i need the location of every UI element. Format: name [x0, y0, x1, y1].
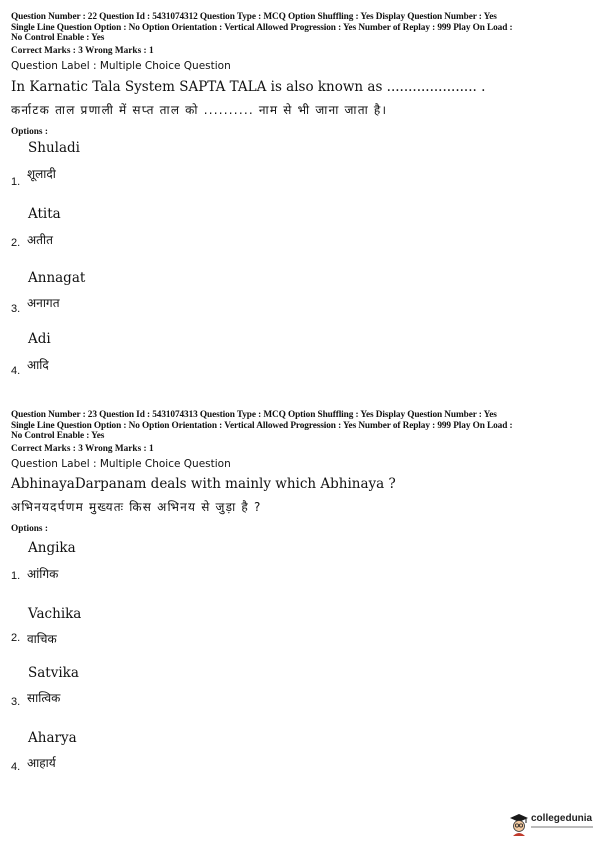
- option-text-english: Shuladi: [28, 140, 80, 156]
- options-label: Options :: [11, 524, 48, 534]
- collegedunia-logo: [509, 811, 593, 837]
- option-text-english: Vachika: [28, 606, 82, 622]
- option-text-english: Atita: [28, 206, 61, 222]
- option-text-hindi: आदि: [27, 358, 49, 372]
- meta-line: No Control Enable : Yes: [11, 431, 105, 441]
- question-meta: [11, 12, 586, 44]
- option-text-hindi: सात्विक: [27, 691, 61, 705]
- option-number: 4.: [11, 365, 21, 377]
- option-text-english: Satvika: [28, 665, 79, 681]
- option-text-english: Angika: [28, 540, 76, 556]
- question-label: Question Label : Multiple Choice Question: [11, 60, 231, 72]
- option-text-hindi: अनागत: [27, 296, 60, 310]
- logo-text: collegedunia: [531, 813, 593, 824]
- question-text-hindi: अभिनयदर्पणम मुख्यतः किस अभिनय से जुड़ा है ?: [11, 500, 262, 514]
- question-text-english: In Karnatic Tala System SAPTA TALA is also known as ..................... .: [11, 79, 486, 95]
- logo-tagline-bar: [531, 826, 593, 828]
- option-number: 3.: [11, 696, 21, 708]
- option-number: 1.: [11, 176, 21, 188]
- options-label: Options :: [11, 127, 48, 137]
- option-number: 3.: [11, 303, 21, 315]
- option-number: 1.: [11, 570, 21, 582]
- option-number: 4.: [11, 761, 21, 773]
- meta-line: Question Number : 23 Question Id : 5431074313 Question Type : MCQ Option Shuffling : Yes Display Question Number : Yes: [11, 410, 497, 420]
- option-text-hindi: अतीत: [27, 233, 53, 247]
- option-text-english: Aharya: [28, 730, 77, 746]
- meta-line: Single Line Question Option : No Option Orientation : Vertical Allowed Progression : Yes Number of Replay : 999 Play On Load :: [11, 22, 513, 33]
- option-text-hindi: आहार्य: [27, 756, 56, 770]
- option-number: 2.: [11, 632, 21, 644]
- option-text-hindi: शूलादी: [27, 167, 56, 181]
- question-text-english: AbhinayaDarpanam deals with mainly which Abhinaya ?: [11, 476, 396, 492]
- option-number: 2.: [11, 237, 21, 249]
- option-text-hindi: आंगिक: [27, 567, 59, 581]
- marks-info: Correct Marks : 3 Wrong Marks : 1: [11, 444, 154, 454]
- marks-info: Correct Marks : 3 Wrong Marks : 1: [11, 46, 154, 56]
- option-text-hindi: वाचिक: [27, 632, 57, 646]
- meta-line: Single Line Question Option : No Option Orientation : Vertical Allowed Progression : Yes Number of Replay : 999 Play On Load :: [11, 420, 513, 431]
- option-text-english: Adi: [28, 331, 51, 347]
- student-mascot-icon: [509, 812, 529, 836]
- meta-line: Question Number : 22 Question Id : 5431074312 Question Type : MCQ Option Shuffling : Yes Display Question Number : Yes: [11, 12, 497, 22]
- question-text-hindi: कर्नाटक ताल प्रणाली में सप्त ताल को .......... नाम से भी जाना जाता है।: [11, 103, 388, 117]
- question-meta: [11, 410, 586, 442]
- option-text-english: Annagat: [28, 270, 86, 286]
- question-label: Question Label : Multiple Choice Question: [11, 458, 231, 470]
- meta-line: No Control Enable : Yes: [11, 33, 105, 43]
